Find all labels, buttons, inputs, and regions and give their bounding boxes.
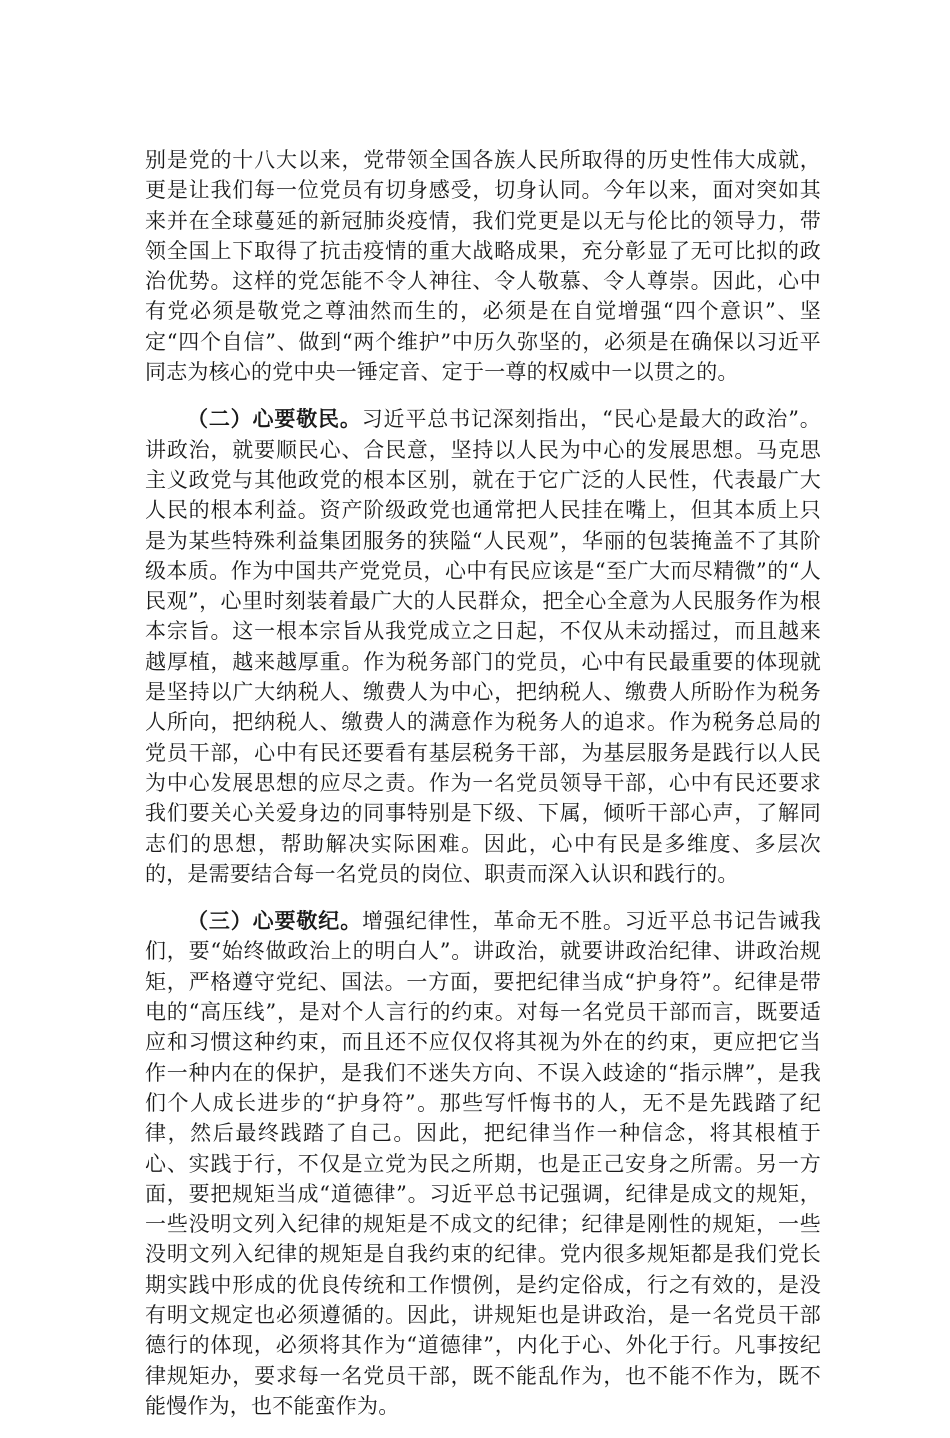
document-page <box>145 145 821 1438</box>
paragraph-heading: （二）心要敬民。 <box>187 406 362 432</box>
paragraph-party-authority <box>145 145 821 387</box>
paragraph-heading: （三）心要敬纪。 <box>187 908 363 934</box>
paragraph-text: 习近平总书记深刻指出，“民心是最大的政治”。讲政治，就要顺民心、合民意，坚持以人民为中心的发展思想。马克思主义政党与其他政党的根本区别，就在于它广泛的人民性，代表最广大人民的根本利益。资产阶级政党也通常把人民挂在嘴上，但其本质上只是为某些特殊利益集团服务的狭隘“人民观”，华丽的包装掩盖不了其阶级本质。作为中国共产党党员，心中有民应该是“至广大而尽精微”的“人民观”，心里时刻装着最广大的人民群众，把全心全意为人民服务作为根本宗旨。这一根本宗旨从我党成立之日起，不仅从未动摇过，而且越来越厚植，越来越厚重。作为税务部门的党员，心中有民最重要的体现就是坚持以广大纳税人、缴费人为中心，把纳税人、缴费人所盼作为税务人所向，把纳税人、缴费人的满意作为税务人的追求。作为税务总局的党员干部，心中有民还要看有基层税务干部，为基层服务是践行以人民为中心发展思想的应尽之责。作为一名党员领导干部，心中有民还要求我们要关心关爱身边的同事特别是下级、下属，倾听干部心声，了解同志们的思想，帮助解决实际困难。因此，心中有民是多维度、多层次的，是需要结合每一名党员的岗位、职责而深入认识和践行的。 <box>145 407 821 886</box>
paragraph-respect-people <box>145 404 821 889</box>
paragraph-text: 别是党的十八大以来，党带领全国各族人民所取得的历史性伟大成就，更是让我们每一位党员有切身感受，切身认同。今年以来，面对突如其来并在全球蔓延的新冠肺炎疫情，我们党更是以无与伦比的领导力，带领全国上下取得了抗击疫情的重大战略成果，充分彰显了无可比拟的政治优势。这样的党怎能不令人神往、令人敬慕、令人尊崇。因此，心中有党必须是敬党之尊油然而生的，必须是在自觉增强“四个意识”、坚定“四个自信”、做到“两个维护”中历久弥坚的，必须是在确保以习近平同志为核心的党中央一锤定音、定于一尊的权威中一以贯之的。 <box>145 148 821 385</box>
paragraph-text: 增强纪律性，革命无不胜。习近平总书记告诫我们，要“始终做政治上的明白人”。讲政治，就要讲政治纪律、讲政治规矩，严格遵守党纪、国法。一方面，要把纪律当成“护身符”。纪律是带电的“高压线”，是对个人言行的约束。对每一名党员干部而言，既要适应和习惯这种约束，而且还不应仅仅将其视为外在的约束，更应把它当作一种内在的保护，是我们不迷失方向、不误入歧途的“指示牌”，是我们个人成长进步的“护身符”。那些写忏悔书的人，无不是先践踏了纪律，然后最终践踏了自己。因此，把纪律当作一种信念，将其根植于心、实践于行，不仅是立党为民之所期，也是正己安身之所需。另一方面，要把规矩当成“道德律”。习近平总书记强调，纪律是成文的规矩，一些没明文列入纪律的规矩是不成文的纪律；纪律是刚性的规矩，一些没明文列入纪律的规矩是自我约束的纪律。党内很多规矩都是我们党长期实践中形成的优良传统和工作惯例，是约定俗成，行之有效的，是没有明文规定也必须遵循的。因此，讲规矩也是讲政治，是一名党员干部德行的体现，必须将其作为“道德律”，内化于心、外化于行。凡事按纪律规矩办，要求每一名党员干部，既不能乱作为，也不能不作为，既不能慢作为，也不能蛮作为。 <box>145 909 821 1418</box>
